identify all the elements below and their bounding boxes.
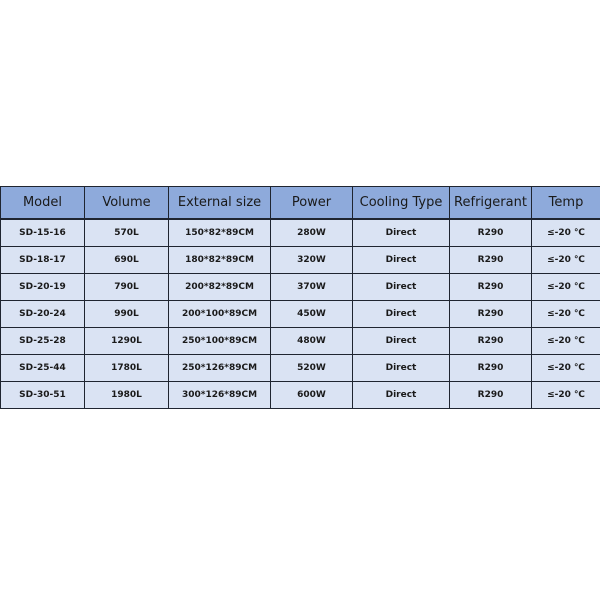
cell-refrigerant: R290 bbox=[450, 328, 532, 355]
cell-external-size: 200*100*89CM bbox=[169, 301, 271, 328]
cell-temp: ≤-20 ℃ bbox=[532, 355, 600, 382]
cell-model: SD-30-51 bbox=[1, 382, 85, 409]
cell-cooling-type: Direct bbox=[353, 328, 450, 355]
header-row bbox=[1, 187, 600, 220]
cell-power: 370W bbox=[271, 274, 353, 301]
cell-refrigerant: R290 bbox=[450, 274, 532, 301]
cell-model: SD-25-28 bbox=[1, 328, 85, 355]
cell-external-size: 250*100*89CM bbox=[169, 328, 271, 355]
cell-model: SD-15-16 bbox=[1, 219, 85, 247]
cell-cooling-type: Direct bbox=[353, 382, 450, 409]
cell-temp: ≤-20 ℃ bbox=[532, 274, 600, 301]
cell-power: 320W bbox=[271, 247, 353, 274]
cell-power: 520W bbox=[271, 355, 353, 382]
cell-power: 280W bbox=[271, 219, 353, 247]
cell-volume: 1980L bbox=[85, 382, 169, 409]
cell-model: SD-20-19 bbox=[1, 274, 85, 301]
cell-volume: 790L bbox=[85, 274, 169, 301]
table-row bbox=[1, 219, 600, 247]
cell-refrigerant: R290 bbox=[450, 247, 532, 274]
cell-temp: ≤-20 ℃ bbox=[532, 301, 600, 328]
cell-volume: 690L bbox=[85, 247, 169, 274]
cell-volume: 570L bbox=[85, 219, 169, 247]
cell-cooling-type: Direct bbox=[353, 301, 450, 328]
header-refrigerant: Refrigerant bbox=[450, 187, 532, 220]
header-cooling-type: Cooling Type bbox=[353, 187, 450, 220]
cell-refrigerant: R290 bbox=[450, 382, 532, 409]
cell-cooling-type: Direct bbox=[353, 274, 450, 301]
table-row bbox=[1, 247, 600, 274]
cell-external-size: 200*82*89CM bbox=[169, 274, 271, 301]
header-power: Power bbox=[271, 187, 353, 220]
cell-temp: ≤-20 ℃ bbox=[532, 328, 600, 355]
table-row bbox=[1, 301, 600, 328]
cell-refrigerant: R290 bbox=[450, 355, 532, 382]
cell-external-size: 250*126*89CM bbox=[169, 355, 271, 382]
cell-temp: ≤-20 ℃ bbox=[532, 382, 600, 409]
cell-cooling-type: Direct bbox=[353, 247, 450, 274]
cell-temp: ≤-20 ℃ bbox=[532, 219, 600, 247]
table-row bbox=[1, 328, 600, 355]
cell-temp: ≤-20 ℃ bbox=[532, 247, 600, 274]
header-volume: Volume bbox=[85, 187, 169, 220]
cell-cooling-type: Direct bbox=[353, 219, 450, 247]
header-temp: Temp bbox=[532, 187, 600, 220]
cell-power: 450W bbox=[271, 301, 353, 328]
cell-volume: 1780L bbox=[85, 355, 169, 382]
cell-cooling-type: Direct bbox=[353, 355, 450, 382]
cell-model: SD-18-17 bbox=[1, 247, 85, 274]
cell-power: 600W bbox=[271, 382, 353, 409]
spec-table bbox=[0, 186, 600, 409]
cell-volume: 1290L bbox=[85, 328, 169, 355]
table-row bbox=[1, 382, 600, 409]
cell-refrigerant: R290 bbox=[450, 301, 532, 328]
cell-external-size: 300*126*89CM bbox=[169, 382, 271, 409]
cell-model: SD-25-44 bbox=[1, 355, 85, 382]
cell-external-size: 180*82*89CM bbox=[169, 247, 271, 274]
cell-volume: 990L bbox=[85, 301, 169, 328]
table-row bbox=[1, 274, 600, 301]
cell-refrigerant: R290 bbox=[450, 219, 532, 247]
header-model: Model bbox=[1, 187, 85, 220]
cell-external-size: 150*82*89CM bbox=[169, 219, 271, 247]
table-row bbox=[1, 355, 600, 382]
header-external-size: External size bbox=[169, 187, 271, 220]
cell-power: 480W bbox=[271, 328, 353, 355]
cell-model: SD-20-24 bbox=[1, 301, 85, 328]
